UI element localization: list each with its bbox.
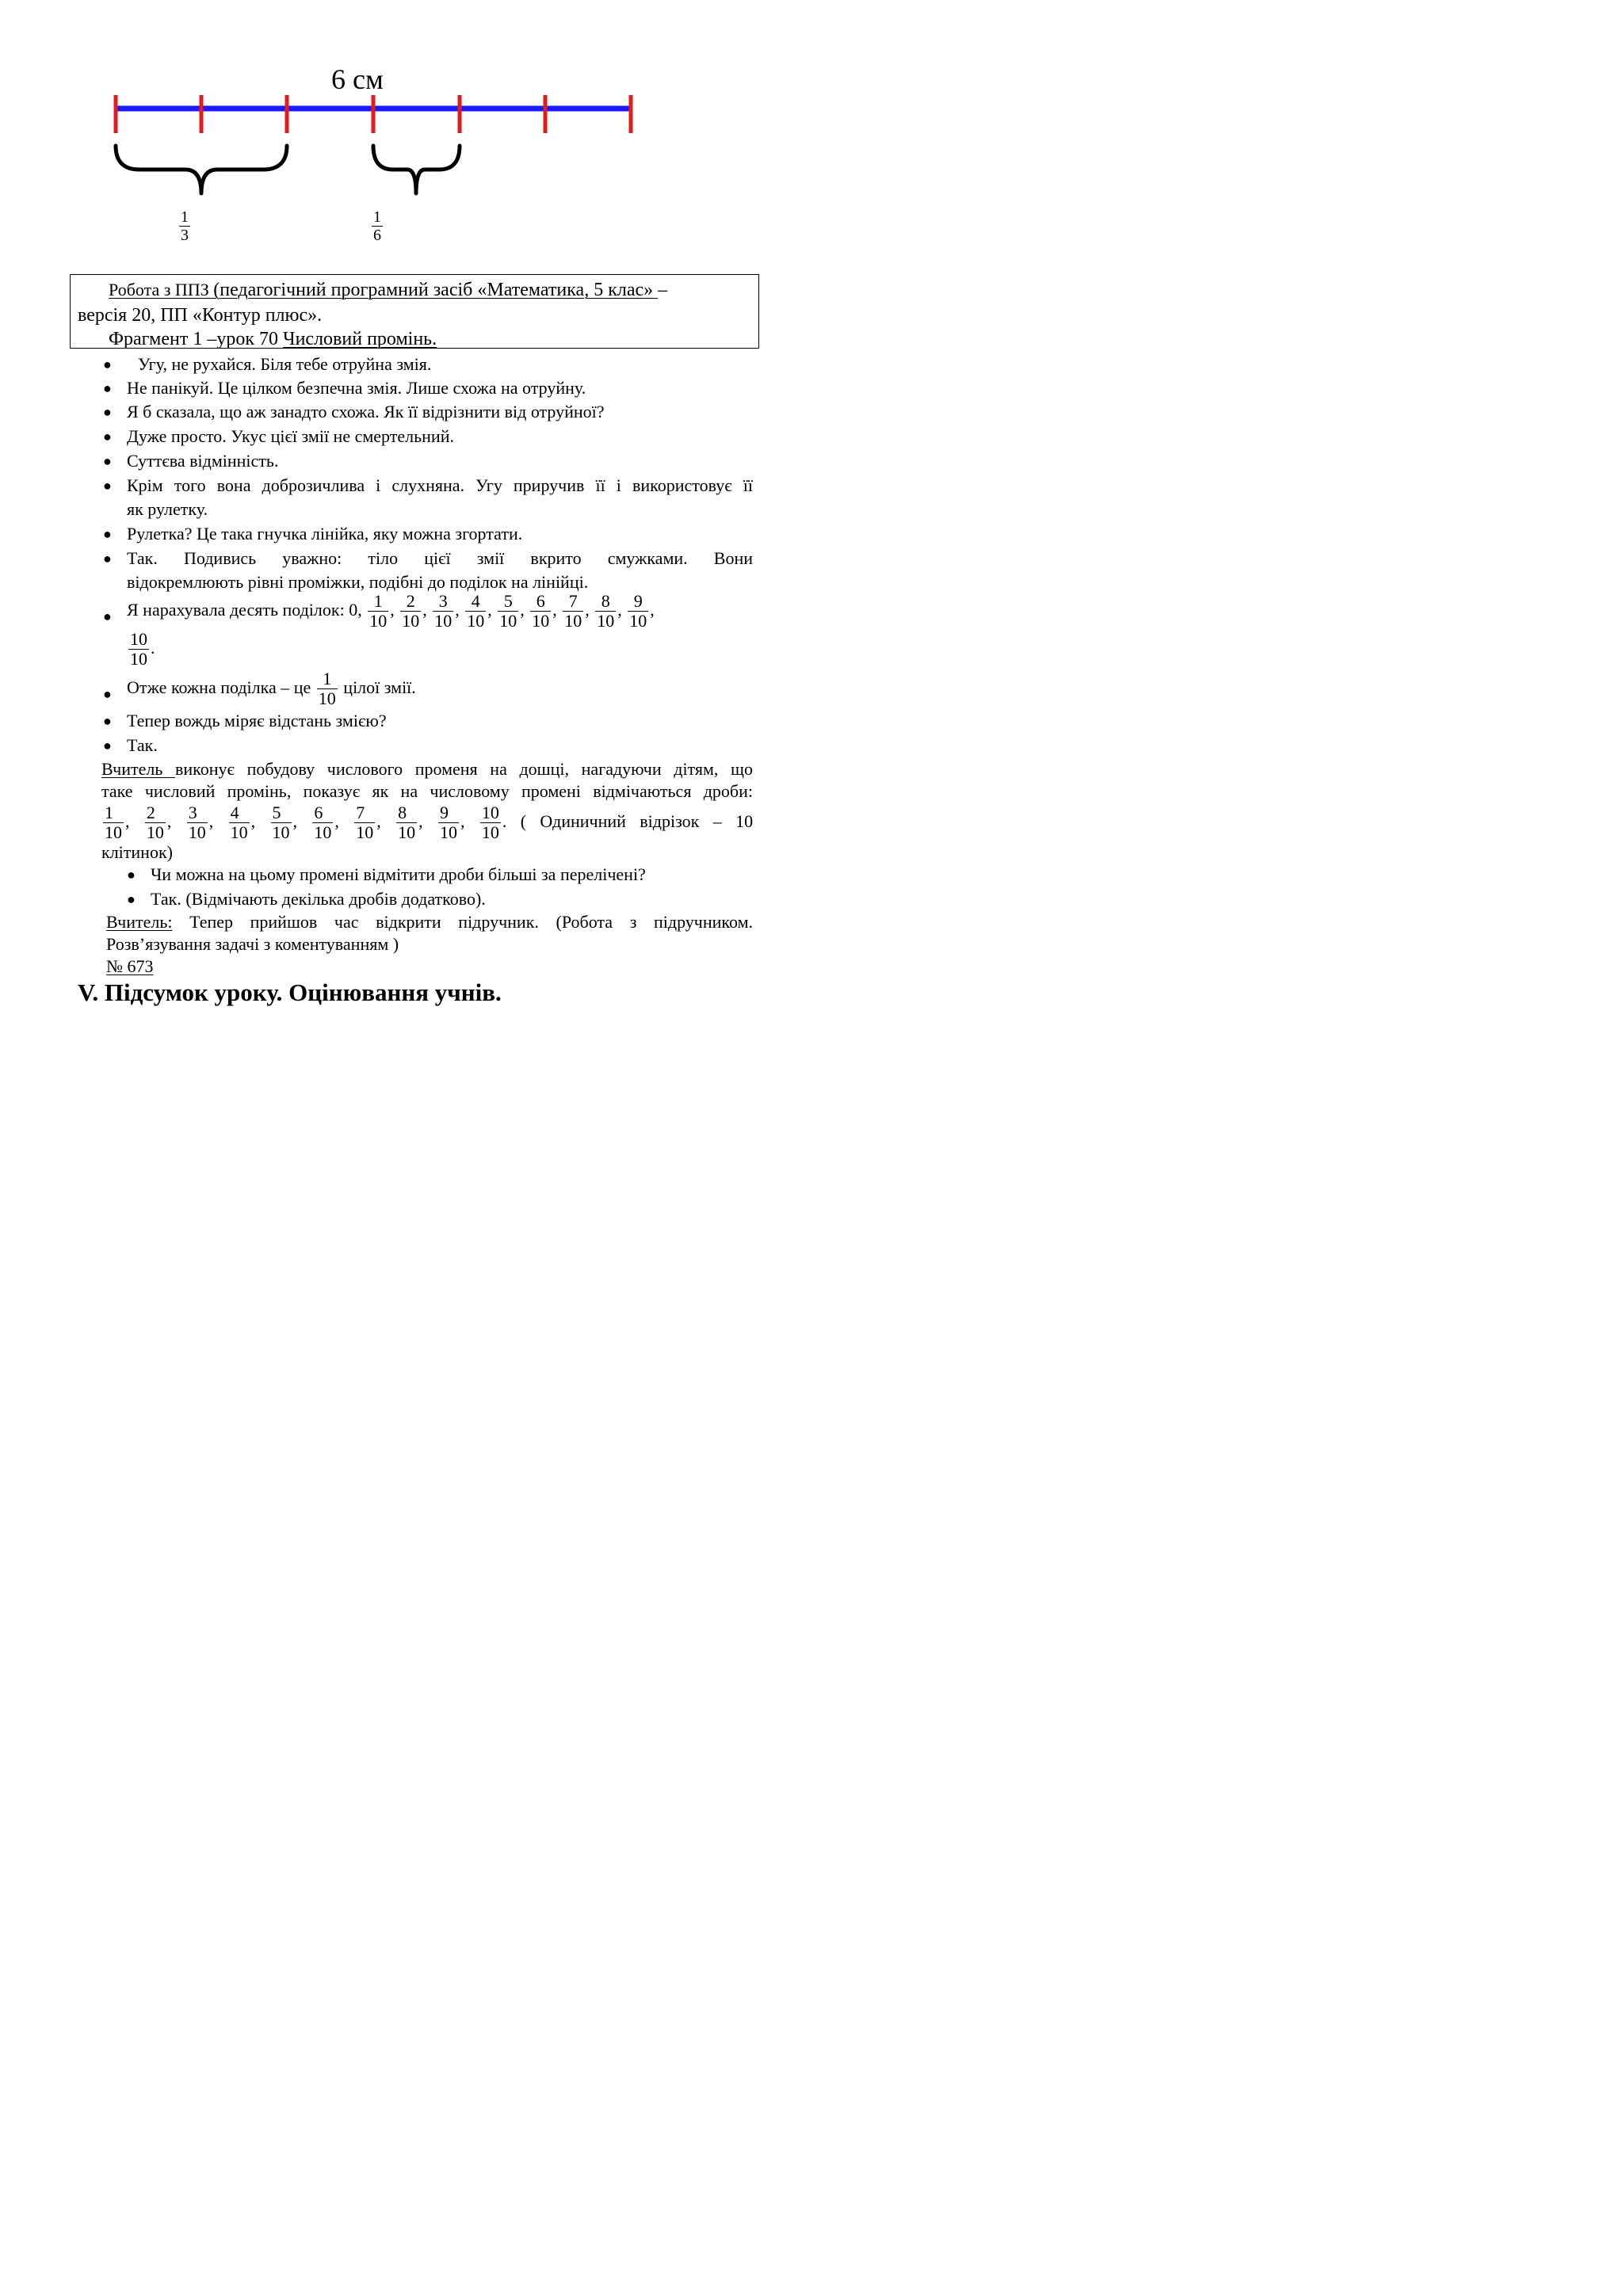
fraction-9-10: $\frac{9}{10}$: [629, 591, 647, 631]
list-item-continuation: як рулетку.: [127, 499, 208, 519]
list-item: ● Рулетка? Це така гнучка лінійка, яку можна згортати.: [103, 524, 523, 543]
fraction-6-10: $\frac{6}{10}$: [532, 591, 550, 631]
fraction-6-10: $\frac{6}{10}$: [314, 803, 332, 843]
lesson-topic: Числовий промінь.: [282, 329, 437, 349]
list-item: ● Отже кожна поділка – це $\frac{1}{10}$ цілої змії.: [103, 669, 416, 709]
fraction-3-10: $\frac{3}{10}$: [434, 591, 453, 631]
fraction-10-10: $\frac{10}{10}$: [130, 629, 147, 669]
list-item: ● Дуже просто. Укус цієї змії не смертельний.: [103, 426, 454, 446]
segment-diagram: [0, 0, 812, 269]
section-heading: V. Підсумок уроку. Оцінювання учнів.: [78, 978, 502, 1006]
fraction-4-10: $\frac{4}{10}$: [230, 803, 248, 843]
list-item: ● Так. (Відмічають декілька дробів додатково).: [127, 889, 486, 909]
list-item: ● Так. Подивись уважно: тіло цієї змії вкрито смужками. Вони: [103, 548, 753, 568]
list-item: ● Так.: [103, 735, 158, 755]
list-item: ● Я б сказала, що аж занадто схожа. Як її відрізнити від отруйної?: [103, 402, 605, 421]
fraction-1-10: $\frac{1}{10}$: [318, 669, 336, 709]
fraction-2-10: $\frac{2}{10}$: [402, 591, 420, 631]
teacher-label: Вчитель:: [106, 912, 173, 932]
fraction-5-10: $\frac{5}{10}$: [272, 803, 290, 843]
fraction-1-10: $\frac{1}{10}$: [105, 803, 122, 843]
list-item-tenths-continued: $\frac{10}{10}$ .: [130, 629, 155, 669]
box-line-1: Робота з ППЗ (педагогічний програмний засіб «Математика, 5 клас» –: [109, 280, 668, 300]
length-label: 6 см: [331, 63, 384, 95]
fractions-row: $\frac{1}{10}$ , $\frac{2}{10}$ , $\frac{3}{10}$ , $\frac{4}{10}$ , $\frac{5}{10}$ , $\frac{6}{10}$ , $\frac{7}{10}$ , $\frac{8}{10}$ , $\frac{9}{10}$ , $\frac{10}{10}$ . ( Одиничний відрізок – 10: [105, 803, 754, 843]
teacher-paragraph-2: Вчитель: Тепер прийшов час відкрити підручник. (Робота з підручником. Розв’язування задачі з коментуванням ) № 673: [106, 912, 753, 976]
box-line-3: Фрагмент 1 –урок 70 Числовий промінь.: [109, 329, 437, 349]
list-item: ● Чи можна на цьому промені відмітити дроби більші за перелічені?: [127, 864, 646, 884]
list-item-continuation: відокремлюють рівні проміжки, подібні до поділок на лінійці.: [127, 572, 589, 592]
fraction-5-10: $\frac{5}{10}$: [499, 591, 517, 631]
fraction-7-10: $\frac{7}{10}$: [564, 591, 582, 631]
fraction-7-10: $\frac{7}{10}$: [356, 803, 374, 843]
fraction-4-10: $\frac{4}{10}$: [467, 591, 485, 631]
teacher-label: Вчитель: [101, 759, 175, 779]
fraction-one-third: $\frac{1}{3}$: [181, 208, 189, 244]
list-item-tenths: ● Я нарахувала десять поділок: 0, $\frac{1}{10}$ , $\frac{2}{10}$ , $\frac{3}{10}$ , $\frac{4}{10}$ , $\frac{5}{10}$ , $\frac{6}{10}$ , $\frac{7}{10}$ , $\frac{8}{10}$ , $\frac{9}{10}$ ,: [103, 591, 655, 631]
fraction-10-10: $\frac{10}{10}$: [481, 803, 499, 843]
list-item: ● Суттєва відмінність.: [103, 451, 279, 471]
brace-sixth: [373, 146, 460, 193]
list-item: ● Не панікуй. Це цілком безпечна змія. Лише схожа на отруйну.: [103, 378, 586, 398]
list-item: ● Угу, не рухайся. Біля тебе отруйна змія.: [103, 354, 432, 374]
fraction-2-10: $\frac{2}{10}$: [146, 803, 164, 843]
fraction-8-10: $\frac{8}{10}$: [597, 591, 615, 631]
fraction-8-10: $\frac{8}{10}$: [398, 803, 416, 843]
brace-third: [116, 146, 287, 193]
task-number: № 673: [106, 956, 154, 976]
list-item: ● Тепер вождь міряє відстань змією?: [103, 711, 387, 730]
list-item: ● Крім того вона доброзичлива і слухняна. Угу приручив її і використовує її: [103, 475, 753, 495]
document-page: [0, 0, 812, 1148]
fraction-1-10: $\frac{1}{10}$: [369, 591, 388, 631]
fraction-one-sixth: $\frac{1}{6}$: [373, 208, 381, 244]
teacher-paragraph-1: Вчитель виконує побудову числового променя на дошці, нагадуючи дітям, що таке числовий промінь, показує як на числовому промені відмічаються дроби: $\frac{1}{10}$ , $\frac{2}{10}$ , $\frac{3}{10}$ , $\frac{4}{10}$ , $\frac{5}{10}$ , $\frac{6}{10}$ , $\frac{7}{10}$ , $\frac{8}{10}$ , $\frac{9}{10}$ , $\frac{10}{10}$ . ( Одиничний відрізок – 10 клітинок): [101, 759, 754, 863]
fraction-9-10: $\frac{9}{10}$: [440, 803, 457, 843]
fraction-3-10: $\frac{3}{10}$: [188, 803, 206, 843]
box-line-2: версія 20, ПП «Контур плюс».: [78, 305, 323, 326]
